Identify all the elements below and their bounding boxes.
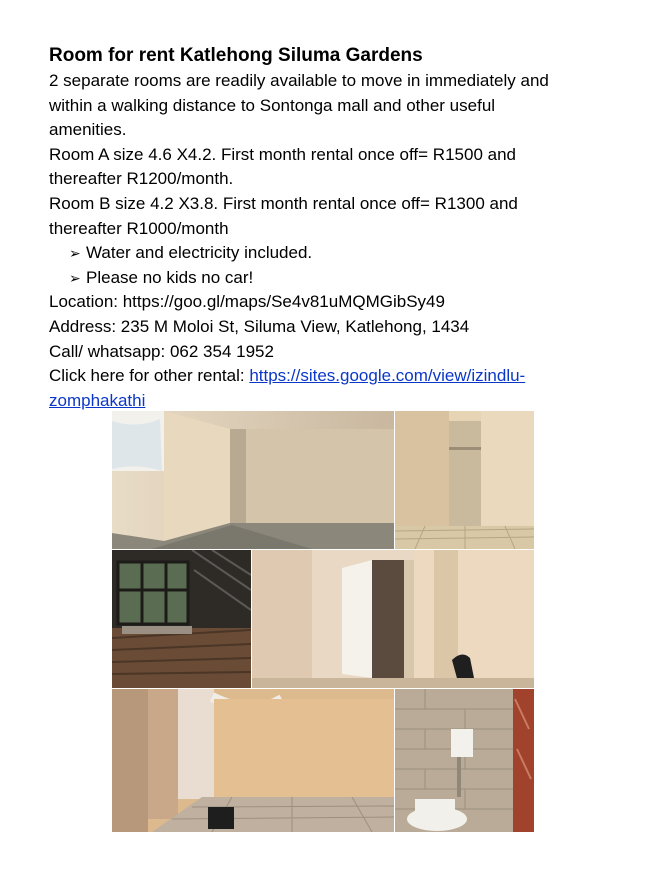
- room-b-line-1: Room B size 4.2 X3.8. First month rental once off= R1300 and: [49, 193, 518, 213]
- photo-room-window: [112, 689, 394, 832]
- other-rental-line: [49, 364, 649, 389]
- photo-window-exterior: [112, 550, 251, 688]
- arrow-bullet-icon: ➢: [69, 269, 81, 286]
- room-a-line-2: thereafter R1200/month.: [49, 169, 234, 189]
- room-a-line-1: Room A size 4.6 X4.2. First month rental once off= R1500 and: [49, 144, 516, 164]
- photo-room-door: [252, 550, 534, 688]
- location-line: Location: https://goo.gl/maps/Se4v81uMQMGibSy49: [49, 292, 445, 312]
- photo-room-corner: [112, 411, 394, 549]
- arrow-bullet-icon: ➢: [69, 245, 81, 262]
- document: [49, 44, 649, 413]
- room-b-line-2: thereafter R1000/month: [49, 218, 229, 238]
- list-item: [69, 241, 649, 266]
- other-rental-link[interactable]: https://sites.google.com/view/izindlu-: [249, 366, 526, 386]
- list-item: [69, 266, 649, 291]
- other-rental-link-continued[interactable]: zomphakathi: [49, 390, 146, 410]
- photo-collage: [112, 411, 534, 832]
- conditions-list: [49, 241, 649, 290]
- intro-line-3: amenities.: [49, 120, 127, 140]
- other-rental-line-2: [49, 389, 649, 414]
- document-title: Room for rent Katlehong Siluma Gardens: [49, 45, 423, 66]
- photo-doorway: [395, 411, 534, 549]
- bullet-text-utilities: Water and electricity included.: [86, 243, 313, 263]
- intro-line-1: 2 separate rooms are readily available to move in immediately and: [49, 71, 549, 90]
- contact-line: Call/ whatsapp: 062 354 1952: [49, 341, 274, 361]
- address-line: Address: 235 M Moloi St, Siluma View, Katlehong, 1434: [49, 316, 470, 336]
- bullet-text-rules: Please no kids no car!: [86, 267, 254, 287]
- other-rental-prefix: Click here for other rental:: [49, 366, 250, 386]
- intro-line-2: within a walking distance to Sontonga mall and other useful: [49, 95, 496, 115]
- photo-toilet: [395, 689, 534, 832]
